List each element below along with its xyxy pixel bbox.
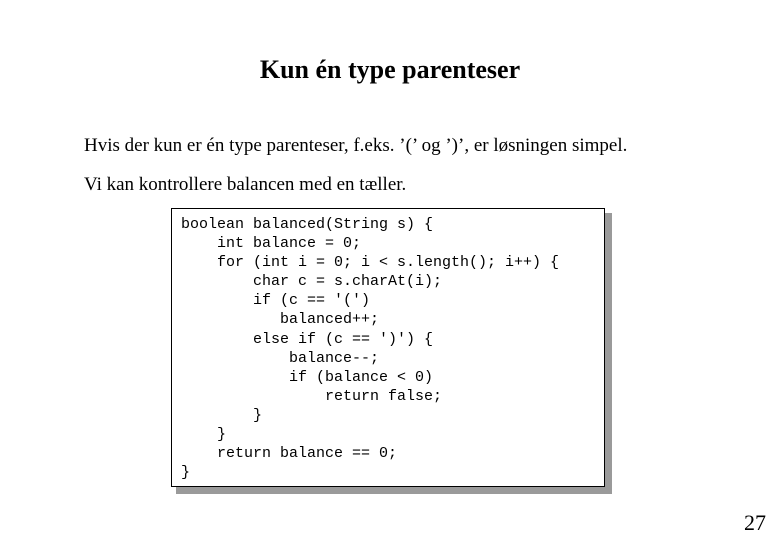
code-line: if (c == '('): [181, 292, 371, 310]
code-line: boolean balanced(String s) {: [181, 216, 434, 233]
code-line: if (balance < 0): [181, 368, 434, 386]
code-line: for (int i = 0; i < s.length(); i++) {: [181, 254, 560, 272]
code-box: [171, 208, 605, 487]
code-line: balance--;: [181, 349, 380, 367]
intro-paragraph: Hvis der kun er én type parenteser, f.eks. ’(’ og ’)’, er løsningen simpel.: [84, 135, 628, 156]
code-line: }: [181, 464, 191, 482]
code-block: [181, 215, 559, 482]
slide-title: Kun én type parenteser: [259, 55, 521, 84]
code-line: }: [181, 426, 227, 444]
code-line: int balance = 0;: [181, 235, 362, 253]
code-line: balanced++;: [181, 311, 380, 329]
counter-paragraph: Vi kan kontrollere balancen med en tæller.: [84, 174, 407, 195]
code-line: else if (c == ')') {: [181, 330, 434, 348]
code-line: }: [181, 406, 263, 424]
code-line: return false;: [181, 387, 443, 405]
code-line: return balance == 0;: [181, 445, 398, 463]
code-line: char c = s.charAt(i);: [181, 273, 443, 291]
page-number: 27: [744, 510, 766, 535]
